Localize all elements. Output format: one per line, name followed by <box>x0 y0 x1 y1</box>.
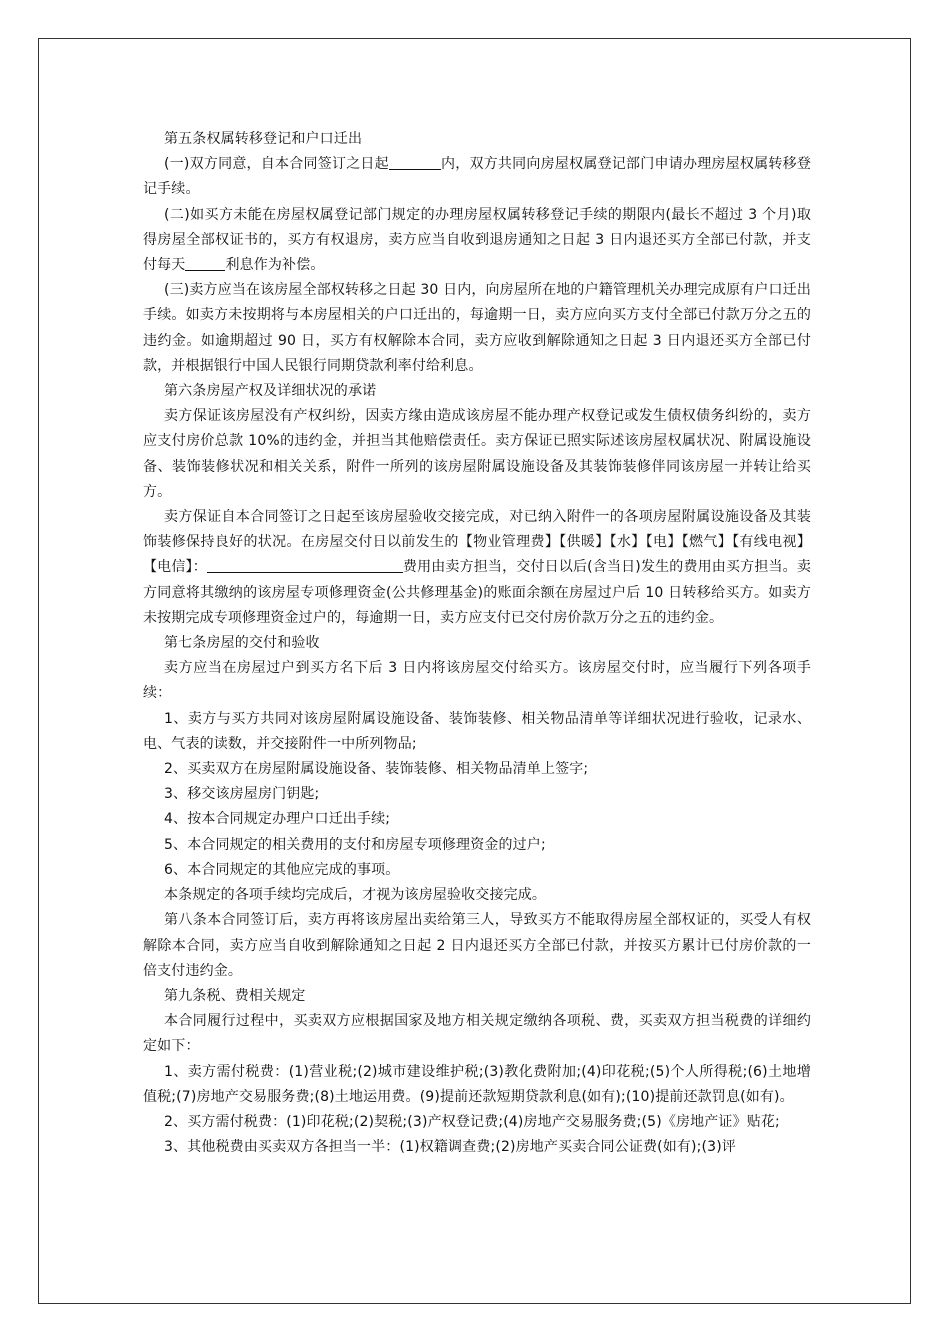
paragraph-text: 内，双方共同向房屋权属登记部门申请办理房屋权属转移登记手续。 <box>143 156 811 198</box>
paragraph-text: (一)双方同意，自本合同签订之日起 <box>164 156 389 173</box>
fill-in-blank <box>207 556 403 573</box>
paragraph: 3、其他税费由买卖双方各担当一半：(1)权籍调查费;(2)房地产买卖合同公证费(如有);(3)评 <box>164 1139 736 1156</box>
paragraph: 本合同履行过程中，买卖双方应根据国家及地方相关规定缴纳各项税、费，买卖双方担当税费的详细约定如下： <box>143 1013 811 1055</box>
paragraph: 4、按本合同规定办理户口迁出手续; <box>164 811 391 828</box>
paragraph: 5、本合同规定的相关费用的支付和房屋专项修理资金的过户; <box>164 836 546 853</box>
paragraph: 第九条税、费相关规定 <box>164 987 306 1004</box>
paragraph: 第六条房屋产权及详细状况的承诺 <box>164 383 377 400</box>
paragraph-text: 卖方保证自本合同签订之日起至该房屋验收交接完成，对已纳入附件一的各项房屋附属设施设备及其装饰装修保持良好的状况。在房屋交付日以前发生的【物业管理费】【供暖】【水】【电】【燃气】【有线电视】【电信】： <box>143 509 811 576</box>
paragraph: 2、买方需付税费：(1)印花税;(2)契税;(3)产权登记费;(4)房地产交易服务费;(5)《房地产证》贴花; <box>164 1113 780 1130</box>
paragraph <box>143 203 811 279</box>
paragraph: 卖方保证该房屋没有产权纠纷，因卖方缘由造成该房屋不能办理产权登记或发生债权债务纠纷的，卖方应支付房价总款 10%的违约金，并担当其他赔偿责任。卖方保证已照实际述该房屋权属状况、附属设施设备、装饰装修状况和相关关系，附件一所列的该房屋附属设施设备及其装饰装修伴同该房屋一并转让给买方。 <box>143 408 811 500</box>
fill-in-blank <box>389 153 441 170</box>
paragraph: 第七条房屋的交付和验收 <box>164 635 320 652</box>
fill-in-blank <box>185 254 225 271</box>
paragraph: 1、卖方与买方共同对该房屋附属设施设备、装饰装修、相关物品清单等详细状况进行验收，记录水、电、气表的读数，并交接附件一中所列物品; <box>143 710 811 752</box>
paragraph: 2、买卖双方在房屋附属设施设备、装饰装修、相关物品清单上签字; <box>164 761 589 778</box>
paragraph-text: 利息作为补偿。 <box>225 257 325 274</box>
paragraph <box>143 505 811 631</box>
paragraph <box>143 152 811 202</box>
paragraph: 卖方应当在房屋过户到买方名下后 3 日内将该房屋交付给买方。该房屋交付时，应当履行下列各项手续： <box>143 660 811 702</box>
paragraph: 3、移交该房屋房门钥匙; <box>164 786 320 803</box>
paragraph: 第五条权属转移登记和户口迁出 <box>164 131 363 147</box>
document-body <box>143 127 811 1160</box>
paragraph: (三)卖方应当在该房屋全部权转移之日起 30 日内，向房屋所在地的户籍管理机关办理完成原有户口迁出手续。如卖方未按期将与本房屋相关的户口迁出的，每逾期一日，卖方应向买方支付全部已付款万分之五的违约金。如逾期超过 90 日，买方有权解除本合同，卖方应收到解除通知之日起 3 日内退还买方全部已付款，并根据银行中国人民银行同期贷款利率付给利息。 <box>143 282 811 374</box>
paragraph-text: (二)如买方未能在房屋权属登记部门规定的办理房屋权属转移登记手续的期限内(最长不超过 3 个月)取得房屋全部权证书的，买方有权退房，卖方应当自收到退房通知之日起 3 日内退还买方全部已付款，并支付每天 <box>143 206 811 274</box>
paragraph-text: 费用由卖方担当，交付日以后(含当日)发生的费用由买方担当。卖方同意将其缴纳的该房屋专项修理资金(公共修理基金)的账面余额在房屋过户后 10 日转移给买方。如卖方未按期完成专项修理资金过户的，每逾期一日，卖方应支付已交付房价款万分之五的违约金。 <box>143 559 811 626</box>
paragraph: 第八条本合同签订后，卖方再将该房屋出卖给第三人，导致买方不能取得房屋全部权证的，买受人有权解除本合同，卖方应当自收到解除通知之日起 2 日内退还买方全部已付款，并按买方累计已付房价款的一倍支付违约金。 <box>143 912 811 979</box>
paragraph: 1、卖方需付税费：(1)营业税;(2)城市建设维护税;(3)教化费附加;(4)印花税;(5)个人所得税;(6)土地增值税;(7)房地产交易服务费;(8)土地运用费。(9)提前还款短期贷款利息(如有);(10)提前还款罚息(如有)。 <box>143 1063 811 1105</box>
paragraph: 6、本合同规定的其他应完成的事项。 <box>164 861 400 878</box>
paragraph: 本条规定的各项手续均完成后，才视为该房屋验收交接完成。 <box>164 887 547 904</box>
